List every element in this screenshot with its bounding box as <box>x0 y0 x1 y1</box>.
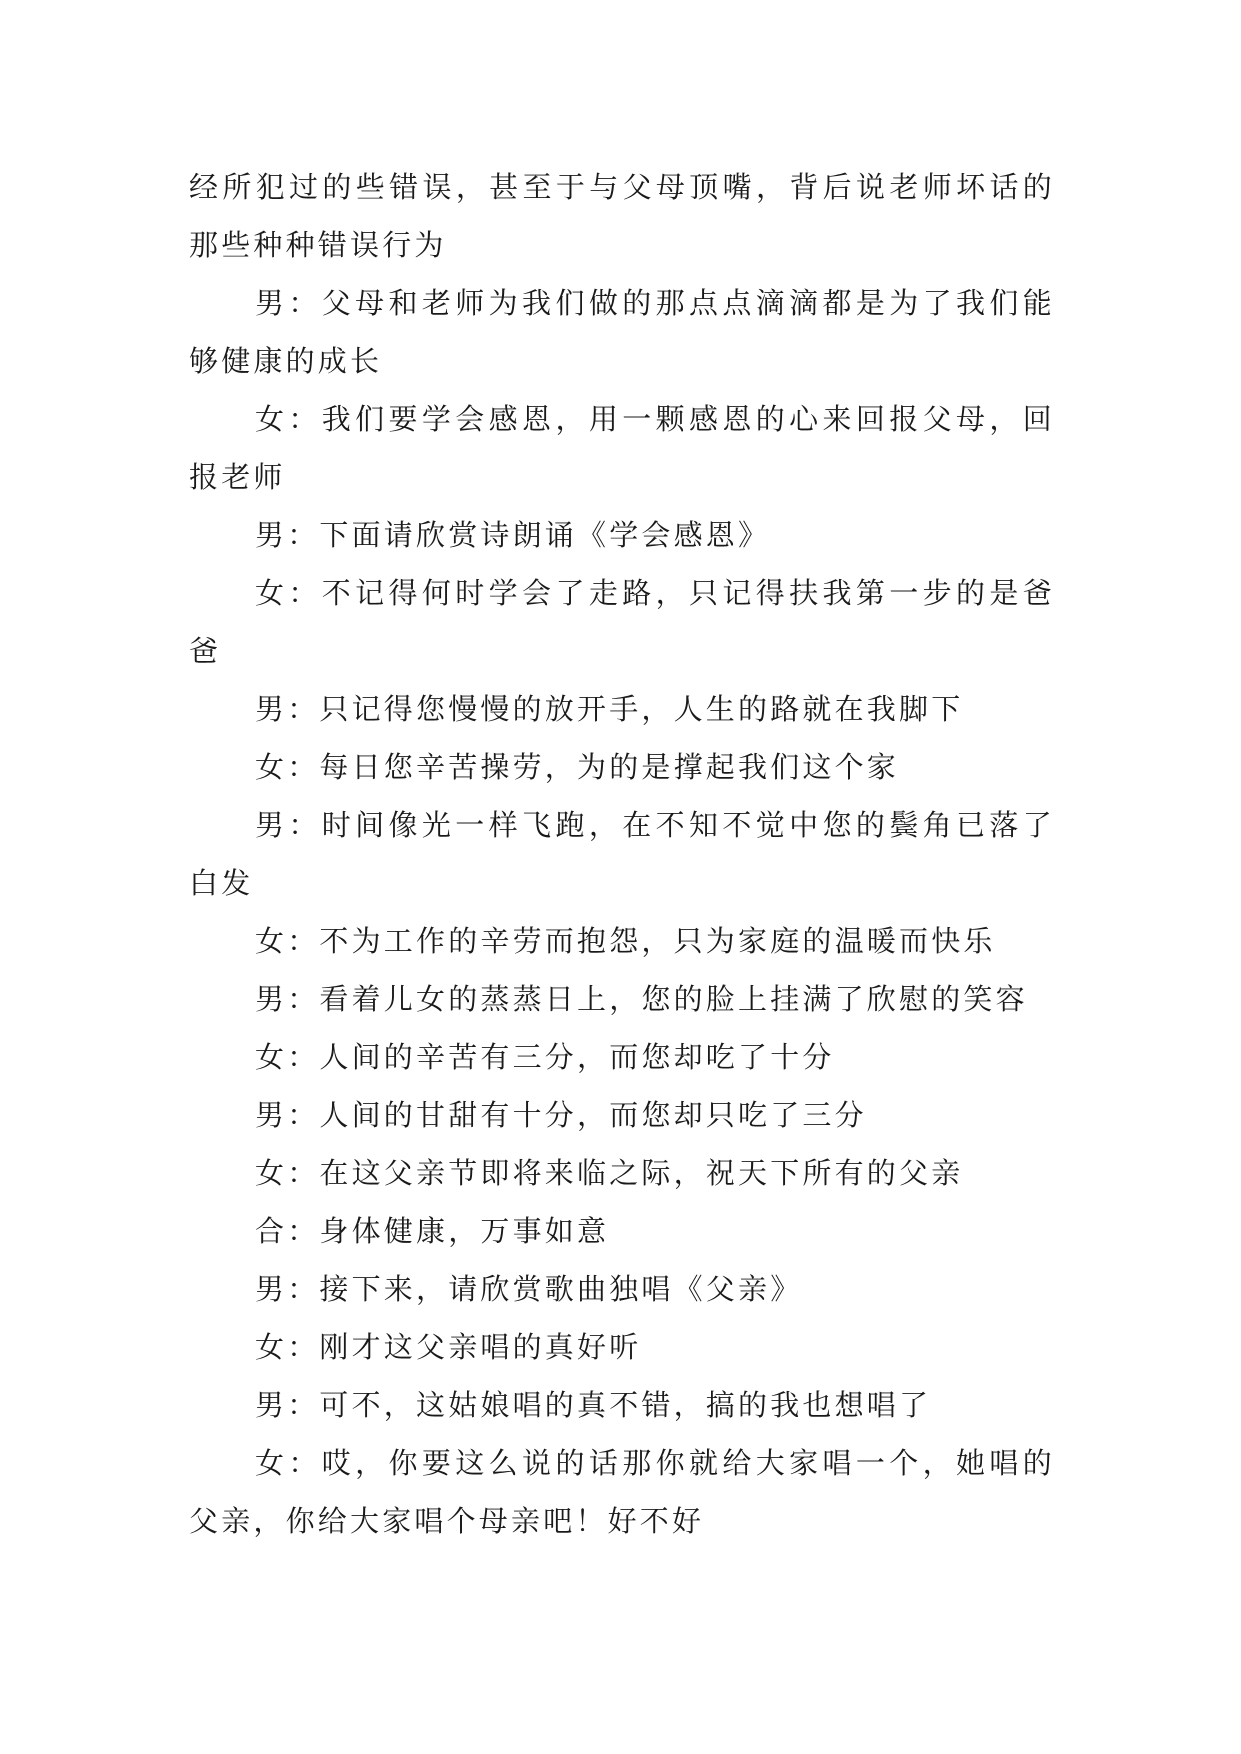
dialogue-line: 女：我们要学会感恩，用一颗感恩的心来回报父母，回报老师 <box>189 402 1055 494</box>
dialogue-line: 男：可不，这姑娘唱的真不错，搞的我也想唱了 <box>255 1388 932 1422</box>
dialogue-line: 男：接下来，请欣赏歌曲独唱《父亲》 <box>255 1272 803 1306</box>
dialogue-line: 男：只记得您慢慢的放开手，人生的路就在我脚下 <box>255 692 964 726</box>
paragraph-continuation: 经所犯过的些错误，甚至于与父母顶嘴，背后说老师坏话的那些种种错误行为 <box>189 170 1055 262</box>
dialogue-line: 男：父母和老师为我们做的那点点滴滴都是为了我们能够健康的成长 <box>189 286 1055 378</box>
document-body <box>189 158 1055 1550</box>
dialogue-line: 女：每日您辛苦操劳，为的是撑起我们这个家 <box>255 750 900 784</box>
dialogue-line: 男：人间的甘甜有十分，而您却只吃了三分 <box>255 1098 867 1132</box>
dialogue-line: 男：时间像光一样飞跑，在不知不觉中您的鬓角已落了白发 <box>189 808 1055 900</box>
dialogue-line: 女：不记得何时学会了走路，只记得扶我第一步的是爸爸 <box>189 576 1055 668</box>
dialogue-line: 男：看着儿女的蒸蒸日上，您的脸上挂满了欣慰的笑容 <box>255 982 1028 1016</box>
dialogue-line: 女：不为工作的辛劳而抱怨，只为家庭的温暖而快乐 <box>255 924 996 958</box>
dialogue-line: 男：下面请欣赏诗朗诵《学会感恩》 <box>255 518 771 552</box>
dialogue-line: 女：刚才这父亲唱的真好听 <box>255 1330 642 1364</box>
dialogue-line: 女：在这父亲节即将来临之际，祝天下所有的父亲 <box>255 1156 964 1190</box>
dialogue-line: 女：人间的辛苦有三分，而您却吃了十分 <box>255 1040 835 1074</box>
dialogue-line: 女：哎，你要这么说的话那你就给大家唱一个，她唱的父亲，你给大家唱个母亲吧！好不好 <box>189 1446 1055 1538</box>
dialogue-line: 合：身体健康，万事如意 <box>255 1214 610 1248</box>
